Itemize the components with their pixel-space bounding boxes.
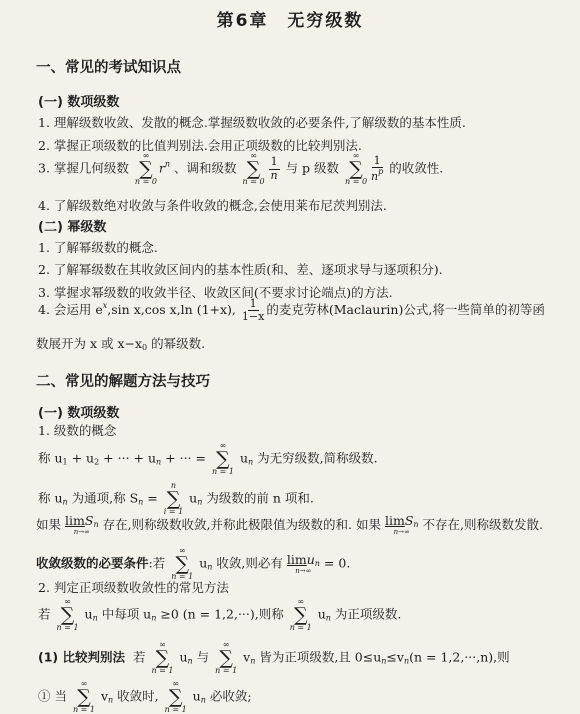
comparison-case1: ① 当 ∞ ∑ n = 1 $v_n$ 收敛时, ∞ ∑ n = 1 $u_n$ 必收敛; — [38, 679, 252, 714]
section2-sub1: (一) 数项级数 — [38, 406, 120, 421]
s2-item3: 3. 掌握求幂级数的收敛半径、收敛区间(不要求讨论端点)的方法. — [38, 285, 393, 300]
s1-item4: 4. 了解级数绝对收敛与条件收敛的概念,会使用莱布尼茨判别法. — [38, 198, 387, 213]
frac-1-np: $\frac{1}{n^p}$ — [371, 153, 384, 184]
sigma-partial: n ∑ i = 1 — [163, 481, 184, 517]
sigma-geometric: ∞ ∑ n = 0 — [134, 151, 157, 187]
section1-sub1: (一) 数项级数 — [38, 95, 120, 110]
series-definition: 称 $u_1 + u_2$ + ··· + $u_n$ + ··· = ∞ ∑ n = 1 $u_n$ 为无穷级数,简称级数. — [38, 441, 378, 477]
sigma-nec: ∞ ∑ n = 1 — [171, 546, 194, 582]
lim-Sn-2: limS$_n$ n→∞ — [384, 513, 419, 536]
s2-item2: 2. 了解幂级数在其收敛区间内的基本性质(和、差、逐项求导与逐项积分). — [38, 262, 443, 277]
sigma-cmp2: ∞ ∑ n = 1 — [215, 640, 238, 676]
comparison-test: (1) 比较判别法 若 ∞ ∑ n = 1 $u_n$ 与 ∞ ∑ n = 1 $v_n$ 皆为正项级数,且 $0\le u_n\le v_n(n = 1,2,\cdot\cdot\cdot,n)$,则 — [38, 640, 510, 676]
s2-item4: 4. 会运用 $e^x,\sin$ x,cos x,ln (1+x), $\frac{1}{1-x}$ 的麦克劳林(Maclaurin)公式,将一些简单的初等函 — [38, 297, 545, 324]
chapter-title: 第6章 无穷级数 — [216, 11, 364, 31]
frac-1-n: $\frac{1}{n}$ — [270, 155, 278, 182]
positive-series-heading: 2. 判定正项级数收敛性的常见方法 — [38, 580, 229, 595]
s1-item3-b: 、调和级数 — [174, 160, 237, 176]
sigma-cmp1: ∞ ∑ n = 1 — [151, 640, 174, 676]
s1-item2: 2. 掌握正项级数的比值判别法.会用正项级数的比较判别法. — [38, 138, 362, 153]
frac-1-1mx: $\frac{1}{1-x}$ — [241, 297, 265, 324]
necessary-condition: 收敛级数的必要条件:若 ∞ ∑ n = 1 $u_n$ 收敛,则必有 limu$_n$ n→∞ = 0. — [36, 546, 351, 582]
sigma-case1b: ∞ ∑ n = 1 — [164, 679, 187, 714]
s1-item3: 3. 掌握几何级数 ∞ ∑ n = 0 $r^n$ 、调和级数 ∞ ∑ n = 0 $\frac{1}{n}$ 与 p 级数 ∞ ∑ n = 0 $\frac{1}{n^p}$ 的收敛性. — [38, 151, 444, 187]
lim-Sn-1: limS$_n$ n→∞ — [65, 513, 99, 536]
lim-un: limu$_n$ n→∞ — [286, 551, 320, 575]
sigma-def: ∞ ∑ n = 1 — [211, 441, 234, 477]
concept-heading: 1. 级数的概念 — [38, 423, 117, 438]
sigma-harmonic: ∞ ∑ n = 0 — [242, 151, 265, 187]
sigma-pos1: ∞ ∑ n = 1 — [56, 597, 79, 633]
sigma-case1a: ∞ ∑ n = 1 — [72, 679, 95, 714]
s1-item3-c: 与 p 级数 — [285, 160, 340, 176]
section2-title: 二、常见的解题方法与技巧 — [36, 374, 210, 390]
s2-item1: 1. 了解幂级数的概念. — [38, 240, 158, 255]
positive-series-def: 若 ∞ ∑ n = 1 $u_n$ 中每项 $u_n \ge 0$ (n = 1,2,···),则称 ∞ ∑ n = 1 $u_n$ 为正项级数. — [38, 597, 402, 633]
sigma-pos2: ∞ ∑ n = 1 — [289, 597, 312, 633]
s1-item3-d: 的收敛性. — [389, 160, 444, 176]
sigma-p: ∞ ∑ n = 0 — [345, 151, 368, 187]
s1-item3-a: 3. 掌握几何级数 — [38, 160, 129, 176]
s2-item4-cont: 数展开为 x 或 $x-x_0$ 的幂级数. — [36, 336, 206, 352]
section1-title: 一、常见的考试知识点 — [36, 60, 181, 76]
partial-sum: 称 $u_n$ 为通项,称 $S_n$ = n ∑ i = 1 $u_n$ 为级数的前 n 项和. — [38, 481, 314, 517]
convergence-def: 如果 limS$_n$ n→∞ 存在,则称级数收敛,并称此极限值为级数的和. 如果 limS$_n$ n→∞ 不存在,则称级数发散. — [36, 513, 543, 536]
s1-item1: 1. 理解级数收敛、发散的概念.掌握级数收敛的必要条件,了解级数的基本性质. — [38, 115, 466, 130]
section1-sub2: (二) 幂级数 — [38, 220, 107, 235]
